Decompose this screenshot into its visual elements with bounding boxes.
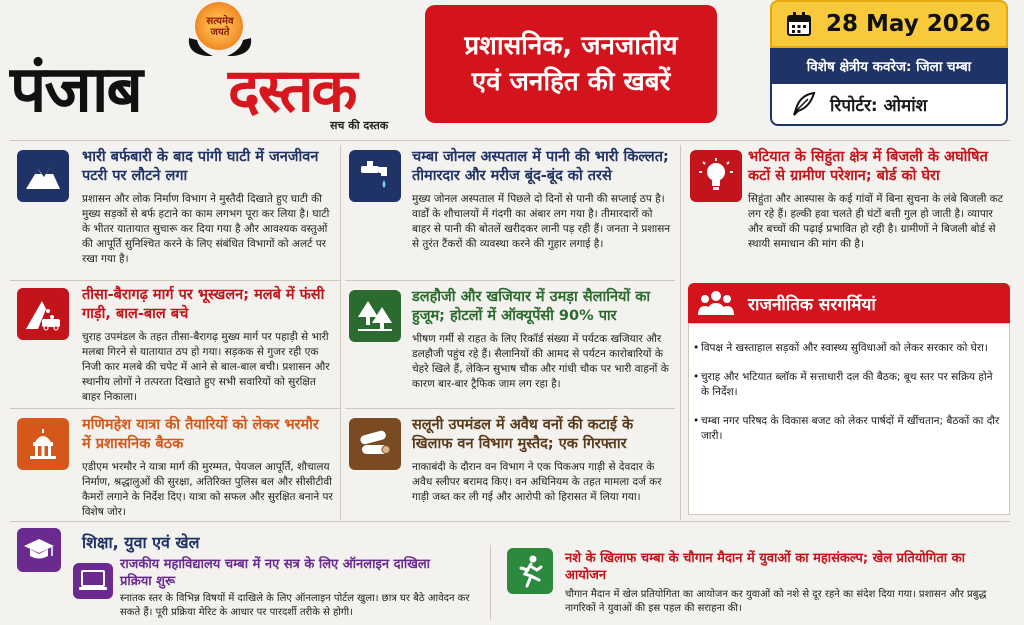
divider [10,408,340,409]
divider [10,521,1010,522]
news-title: सलूनी उपमंडल में अवैध वनों की कटाई के खिलाफ वन विभाग मुस्तैद; एक गिरफ्तार [412,417,634,452]
emblem [185,2,255,62]
politics-title: राजनीतिक सरगर्मियां [748,294,876,315]
news-title: चम्बा जोनल अस्पताल में पानी की भारी किल्लत; तीमारदार और मरीज बूंद-बूंद को तरसे [412,149,669,184]
masthead [0,0,420,140]
tagline: सच की दस्तक [330,119,389,132]
news-title: भटियात के सिहुंता क्षेत्र में बिजली के अघोषित कटों से ग्रामीण परेशान; बोर्ड को घेरा [748,149,988,184]
list-item: • चम्बा नगर परिषद के विकास बजट को लेकर पार्षदों में खींचतान; बैठकों का दौर जारी। [701,414,1001,444]
date-text: 28 May 2026 [826,11,991,37]
mountain-icon [17,150,69,202]
news-body: एडीएम भरमौर ने यात्रा मार्ग की मुरम्मत, पेयजल आपूर्ति, शौचालय निर्माण, श्रद्धालुओं की सुरक्षा, अतिरिक्त पुलिस बल और सीसीटीवी कैमरों लगाने के निर्देश दिए। यात्रा को सफल और सुरक्षित बनाने पर विशेष जोर। [82,461,333,518]
news-body: भीषण गर्मी से राहत के लिए रिकॉर्ड संख्या में पर्यटक खजियार और डलहौजी पहुंच रहे हैं। सैलानियों की आमद से पर्यटन कारोबारियों के चेहरे खिले हैं, लेकिन सुभाष चौक और गांधी चौक पर भारी वाहनों के कारण बार-बार ट्रैफिक जाम लग रहा है। [412,333,669,390]
calendar-icon [786,11,812,37]
education-item2-title: नशे के खिलाफ चम्बा के चौगान मैदान में युवाओं का महासंकल्प; खेल प्रतियोगिता का आयोजन [565,551,965,583]
emblem-text-1: सत्यमेव [206,16,234,27]
people-group-icon [698,289,734,317]
emblem-text-2: जयते [210,27,230,38]
laptop-icon [73,563,113,599]
reporter-text: रिपोर्टर: ओमांश [830,95,928,116]
landslide-icon [17,288,69,340]
divider [10,140,1010,141]
brand-part2: दस्तक [228,56,356,126]
list-item: • चुराह और भटियात ब्लॉक में सत्ताधारी दल की बैठक; बूथ स्तर पर सक्रिय होने के निर्देश। [701,370,1001,400]
hands-icon [185,36,255,58]
graduation-cap-icon [17,528,61,572]
news-title: मणिमहेश यात्रा की तैयारियों को लेकर भरमौर में प्रशासनिक बैठक [82,417,319,452]
headline-line1: प्रशासनिक, जनजातीय [464,31,678,61]
divider [345,280,675,281]
divider [345,408,675,409]
forest-icon [349,290,401,342]
news-title: तीसा-बैरागढ़ मार्ग पर भूस्खलन; मलबे में फंसी गाड़ी, बाल-बाल बचे [82,287,325,322]
list-item: • विपक्ष ने खस्ताहाल सड़कों और स्वास्थ्य सुविधाओं को लेकर सरकार को घेरा। [701,341,1001,356]
water-tap-icon [349,150,401,202]
news-title: डलहौजी और खजियार में उमड़ा सैलानियों का हुजूम; होटलों में ऑक्यूपेंसी 90% पार [412,289,651,324]
headline-box [425,5,717,123]
news-body: नाकाबंदी के दौरान वन विभाग ने एक पिकअप गाड़ी से देवदार के अवैध स्लीपर बरामद किए। वन अधिनियम के तहत मामला दर्ज कर गाड़ी जब्त कर ली गई और आरोपी को हिरासत में लिया गया। [412,461,662,503]
divider [10,280,340,281]
education-item1-title: राजकीय महाविद्यालय चम्बा में नए सत्र के लिए ऑनलाइन दाखिला प्रक्रिया शुरू [120,557,431,589]
politics-header [688,283,1010,323]
news-title: भारी बर्फबारी के बाद पांगी घाटी में जनजीवन पटरी पर लौटने लगा [82,149,319,184]
temple-icon [17,418,69,470]
education-item1-body: स्नातक स्तर के विभिन्न विषयों में दाखिले के लिए ऑनलाइन पोर्टल खुला। छात्र घर बैठे आवेदन कर सकते हैं। पूरी प्रक्रिया मेरिट के आधार पर पारदर्शी तरीके से होगी। [120,593,470,618]
news-body: प्रशासन और लोक निर्माण विभाग ने मुस्तैदी दिखाते हुए घाटी की मुख्य सड़कों से बर्फ हटाने का काम लगभग पूरा कर लिया है। घाटी के भीतर यातायात सुचारू कर दिया गया है और आवश्यक वस्तुओं की आपूर्ति सुनिश्चित करने के लिए संबंधित विभागों को अलर्ट पर रखा गया है। [82,193,330,265]
education-section-title: शिक्षा, युवा एवं खेल [82,533,200,552]
quill-pen-icon [790,91,816,117]
news-body: सिहुंता और आस्पास के कई गांवों में बिना सुचना के लंबे बिजली कट लग रहे हैं। हल्की हवा चलते ही घंटों बत्ती गुल हो जाती है। व्यापार और बच्चों की पढ़ाई प्रभावित हो रही है। ग्रामीणों ने बिजली बोर्ड से स्थायी समाधान की मांग की है। [748,193,1003,250]
divider [680,145,681,520]
news-body: मुख्य जोनल अस्पताल में पिछले दो दिनों से पानी की सप्लाई ठप है। वार्डों के शौचालयों में गंदगी का अंबार लग गया है। तीमारदारों को बाहर से पानी की बोतलें खरीदकर लानी पड़ रही हैं। जनता ने प्रशासन से तुरंत टैंकरों की व्यवस्था करने की गुहार लगाई है। [412,193,671,250]
date-box [770,0,1008,48]
politics-list [688,323,1010,515]
lightbulb-icon [690,150,742,202]
headline-line2: एवं जनहित की खबरें [471,67,671,97]
coverage-label: विशेष क्षेत्रीय कवरेज: जिला चम्बा [770,48,1008,84]
reporter-box [770,84,1008,126]
brand-part1: पंजाब [10,53,141,127]
divider [340,145,341,520]
divider [490,545,491,620]
logs-icon [349,418,401,470]
news-body: चुराह उपमंडल के तहत तीसा-बैरागढ़ मुख्य मार्ग पर पहाड़ी से भारी मलबा गिरने से यातायात ठप हो गया। सड़कक से गुजर रही एक निजी कार मलबे की चपेट में आने से बाल-बाल बची। प्रशासन और स्थानीय लोगों ने तत्परता दिखाते हुए सभी सवारियों को सुरक्षित बाहर निकाला। [82,331,330,403]
education-item2-body: चौगान मैदान में खेल प्रतियोगिता का आयोजन कर युवाओं को नशे से दूर रहने का संदेश दिया गया। प्रशासन और प्रबुद्ध नागरिकों ने युवाओं की इस पहल की सराहना की। [565,589,987,614]
running-person-icon [507,548,553,594]
